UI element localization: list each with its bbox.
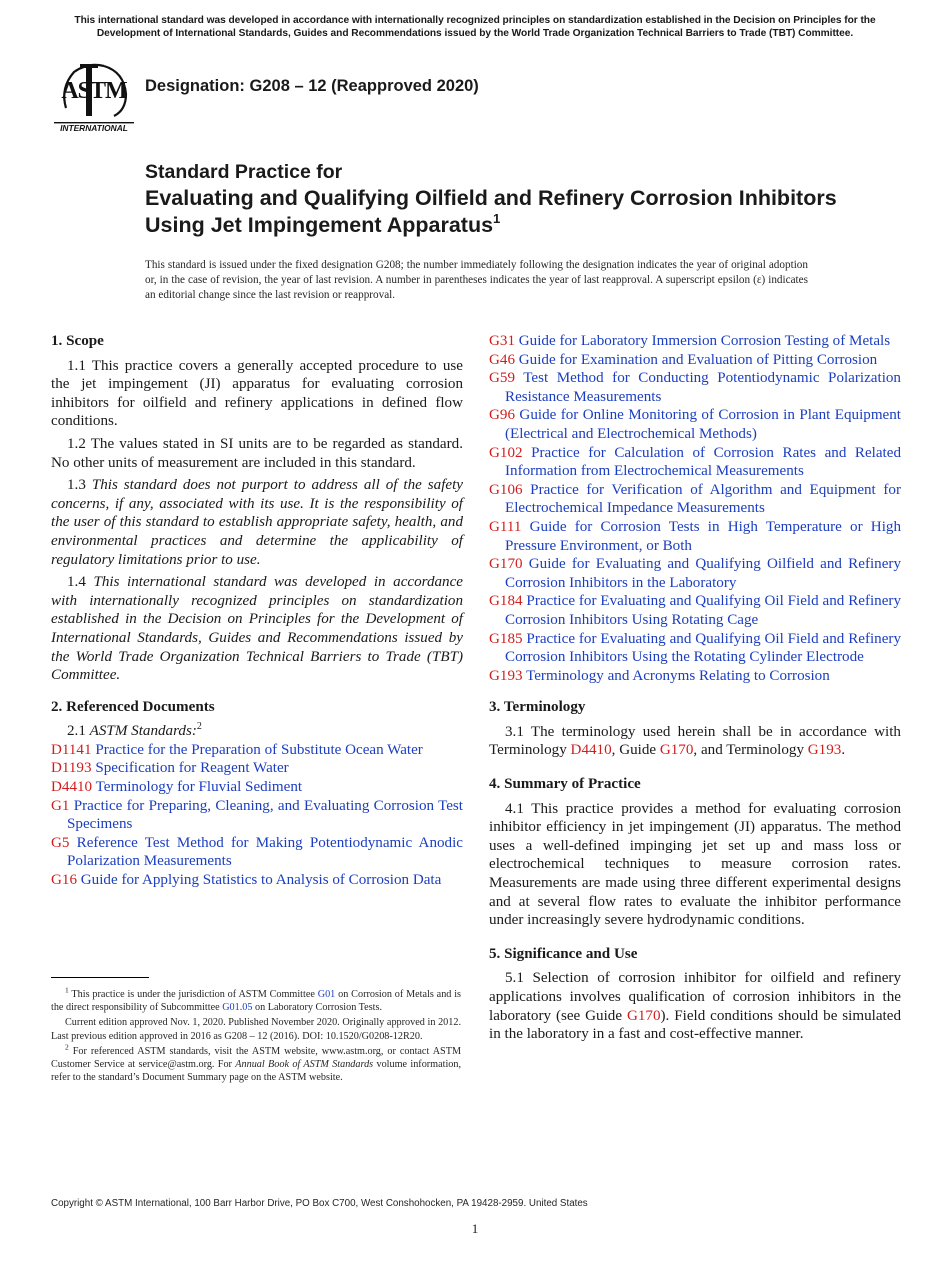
reference-code[interactable]: G46 (489, 351, 515, 368)
inline-reference[interactable]: G170 (659, 742, 694, 759)
para-number: 1.2 (67, 435, 86, 452)
paragraph-4-1 (489, 800, 901, 930)
paragraph-5-1 (489, 969, 901, 1043)
reference-code[interactable]: D4410 (51, 779, 93, 796)
para-text: , Guide (611, 742, 657, 759)
paragraph-1-1 (51, 357, 463, 431)
document-title (145, 160, 885, 239)
reference-title[interactable]: Guide for Applying Statistics to Analysis of Corrosion Data (80, 872, 442, 889)
subsection-label: ASTM Standards: (89, 723, 197, 740)
footnotes (51, 985, 462, 1086)
reference-code[interactable]: G31 (489, 333, 515, 349)
footnote-emphasis: Annual Book of ASTM Standards (235, 1059, 374, 1071)
para-number: 1.4 (67, 574, 86, 591)
reference-code[interactable]: D1141 (51, 741, 92, 758)
reference-code[interactable]: G5 (51, 834, 70, 851)
reference-code[interactable]: G111 (489, 518, 522, 535)
footnote-mark: 2 (196, 721, 202, 733)
inline-reference[interactable]: D4410 (570, 742, 612, 759)
footnote-rule (51, 977, 149, 978)
paragraph-3-1 (489, 723, 901, 760)
section-heading-referenced-documents: 2. Referenced Documents (51, 698, 215, 715)
reference-g106[interactable] (489, 481, 901, 518)
reference-g5[interactable] (51, 834, 463, 871)
reference-title[interactable]: Guide for Examination and Evaluation of Pitting Corrosion (518, 351, 878, 368)
left-column (51, 332, 463, 890)
reference-title[interactable]: Practice for the Preparation of Substitute Ocean Water (95, 741, 423, 758)
reference-g102[interactable] (489, 444, 901, 481)
para-number: 2.1 (67, 723, 86, 740)
reference-code[interactable]: G59 (489, 370, 515, 387)
reference-title[interactable]: Guide for Online Monitoring of Corrosion in Plant Equipment (Electrical and Electrochemical Methods) (505, 407, 901, 442)
inline-reference[interactable]: G193 (807, 742, 842, 759)
reference-title[interactable]: Practice for Evaluating and Qualifying Oil Field and Refinery Corrosion Inhibitors Using Rotating Cage (505, 593, 901, 628)
reference-g1[interactable] (51, 797, 463, 834)
footnote-1 (51, 985, 462, 1014)
committee-link[interactable]: G01 (317, 989, 336, 1000)
paragraph-1-3 (51, 476, 463, 569)
title-footnote-mark: 1 (493, 211, 501, 226)
section-heading-terminology: 3. Terminology (489, 699, 586, 716)
para-text: Selection of corrosion inhibitor for oilfield and refinery applications involves qualification of corrosion inhibitors in the laboratory (see Guide (489, 970, 901, 1024)
reference-title[interactable]: Test Method for Conducting Potentiodynamic Polarization Resistance Measurements (505, 370, 901, 405)
footnote-text: volume information, refer to the standard’s Document Summary page on the ASTM website. (51, 1059, 462, 1084)
top-notice: This international standard was developed in accordance with internationally recognized principles on standardization established in the Decision on Principles for the Development of International Standards, Guides and Recommendations issued by the World Trade Organization Technical Barriers to Trade (TBT) Committee. (74, 15, 876, 39)
footnote-text: For referenced ASTM standards, visit the ASTM website, www.astm.org, or contact ASTM Customer Service at service@astm.org. For (51, 1045, 461, 1071)
reference-code[interactable]: G1 (51, 797, 70, 814)
para-number: 1.1 (67, 357, 86, 374)
reference-g170[interactable] (489, 555, 901, 592)
designation: Designation: G208 – 12 (Reapproved 2020) (145, 77, 479, 95)
reference-code[interactable]: G193 (489, 667, 523, 684)
reference-title[interactable]: Practice for Preparing, Cleaning, and Evaluating Corrosion Test Specimens (67, 797, 463, 833)
paragraph-1-2 (51, 435, 463, 472)
reference-title[interactable]: Guide for Corrosion Tests in High Temperature or High Pressure Environment, or Both (505, 518, 901, 554)
para-number: 3.1 (505, 723, 524, 740)
reference-g185[interactable] (489, 630, 901, 667)
reference-title[interactable]: Practice for Calculation of Corrosion Rates and Related Information from Electrochemical Measurements (505, 444, 901, 480)
reference-code[interactable]: G106 (489, 481, 523, 498)
para-number: 1.3 (67, 477, 86, 494)
astm-logo-subtitle: INTERNATIONAL (60, 123, 128, 133)
footnote-text: This practice is under the jurisdiction of ASTM Committee (71, 989, 315, 1000)
title-kicker: Standard Practice for (145, 161, 343, 183)
para-text: This practice provides a method for evaluating corrosion inhibitor efficiency in jet impingement (JI) apparatus. The method uses a well-defined impinging jet set up and mass loss or electrochemical techniques to measure corrosion rates. Measurements are made using three different experimental designs and at several flow rates to evaluate the inhibitor performance under increasingly severe hydrodynamic conditions. (489, 800, 901, 929)
inline-reference[interactable]: G170 (626, 1007, 661, 1024)
reference-g193[interactable] (489, 667, 901, 686)
footnote-text: on Corrosion of Metals and is the direct responsibility of Subcommittee (51, 989, 462, 1014)
reference-title[interactable]: Reference Test Method for Making Potentiodynamic Anodic Polarization Measurements (67, 834, 463, 870)
reference-code[interactable]: G96 (489, 407, 515, 424)
footnote-mark: 1 (65, 985, 69, 995)
reference-code[interactable]: G184 (489, 593, 523, 610)
issuance-note: This standard is issued under the fixed designation G208; the number immediately following the designation indicates the year of original adoption or, in the case of revision, the year of last revision. A number in parentheses indicates the year of last reapproval. A superscript epsilon (ε) indicates an editorial change since the last revision or reapproval. (145, 259, 808, 301)
title-main (145, 185, 885, 239)
reference-title[interactable]: Guide for Laboratory Immersion Corrosion Testing of Metals (518, 333, 891, 349)
para-number: 5.1 (505, 970, 524, 987)
right-column (489, 332, 901, 1048)
section-heading-significance: 5. Significance and Use (489, 945, 638, 962)
para-text: This standard does not purport to address all of the safety concerns, if any, associated with its use. It is the responsibility of the user of this standard to establish appropriate safety, health, and environmental practices and determine the applicability of regulatory limitations prior to use. (51, 477, 463, 568)
subsection-2-1 (51, 722, 463, 741)
astm-logo-wordmark: ASTM (61, 78, 127, 104)
subcommittee-link[interactable]: G01.05 (222, 1002, 253, 1014)
copyright-line: Copyright © ASTM International, 100 Barr Harbor Drive, PO Box C700, West Conshohocken, PA 19428-2959. United States (51, 1198, 588, 1209)
para-text: . (841, 742, 846, 759)
page-number: 1 (471, 1221, 479, 1236)
reference-g184[interactable] (489, 592, 901, 629)
para-number: 4.1 (505, 800, 524, 817)
reference-title[interactable]: Practice for Evaluating and Qualifying Oil Field and Refinery Corrosion Inhibitors Using the Rotating Cylinder Electrode (505, 630, 901, 666)
reference-g31[interactable] (489, 332, 901, 351)
para-text: This practice covers a generally accepted procedure to use the jet impingement (JI) apparatus for evaluating corrosion inhibitors for oilfield and refinery applications in defined flow conditions. (51, 357, 463, 430)
reference-code[interactable]: G102 (489, 444, 523, 461)
section-heading-summary: 4. Summary of Practice (489, 776, 641, 793)
para-text: The terminology used herein shall be in accordance with Terminology (489, 723, 901, 759)
reference-code[interactable]: G16 (51, 872, 77, 889)
para-text: ). Field conditions should be simulated in the laboratory in a fast and cost-effective manner. (489, 1007, 901, 1043)
reference-code[interactable]: G170 (489, 556, 523, 573)
astm-logo (52, 58, 136, 134)
reference-d1193[interactable] (51, 759, 463, 778)
paragraph-1-4 (51, 573, 463, 685)
reference-title[interactable]: Terminology and Acronyms Relating to Corrosion (526, 667, 830, 684)
para-text: , and Terminology (693, 742, 804, 759)
title-main-text: Evaluating and Qualifying Oilfield and Refinery Corrosion Inhibitors Using Jet Impingement Apparatus (145, 186, 837, 237)
reference-code[interactable]: G185 (489, 630, 523, 647)
reference-g59[interactable] (489, 369, 901, 406)
reference-title[interactable]: Practice for Verification of Algorithm and Equipment for Electrochemical Impedance Measurements (505, 481, 901, 517)
reference-d1141[interactable] (51, 741, 463, 760)
para-text: This international standard was developed in accordance with internationally recognized principles on standardization established in the Decision on Principles for the Development of International Standards, Guides and Recommendations issued by the World Trade Organization Technical Barriers to Trade (TBT) Committee. (51, 574, 463, 684)
para-text: The values stated in SI units are to be regarded as standard. No other units of measurement are included in this standard. (51, 435, 463, 471)
reference-d4410[interactable] (51, 778, 463, 797)
reference-title[interactable]: Guide for Evaluating and Qualifying Oilfield and Refinery Corrosion Inhibitors in the Laboratory (505, 556, 901, 591)
footnote-edition: Current edition approved Nov. 1, 2020. Published November 2020. Originally approved in 2012. Last previous edition approved in 2016 as G208 – 12 (2016). DOI: 10.1520/G0208-12R20. (51, 1017, 461, 1042)
reference-g46[interactable] (489, 351, 901, 370)
reference-g111[interactable] (489, 518, 901, 555)
reference-title[interactable]: Specification for Reagent Water (95, 760, 289, 777)
reference-title[interactable]: Terminology for Fluvial Sediment (95, 779, 303, 796)
footnote-mark: 2 (65, 1042, 69, 1052)
reference-g96[interactable] (489, 406, 901, 443)
reference-code[interactable]: D1193 (51, 760, 92, 777)
footnote-2 (51, 1042, 462, 1085)
section-heading-scope: 1. Scope (51, 333, 104, 349)
footnote-text: on Laboratory Corrosion Tests. (255, 1002, 383, 1014)
reference-g16[interactable] (51, 871, 463, 890)
